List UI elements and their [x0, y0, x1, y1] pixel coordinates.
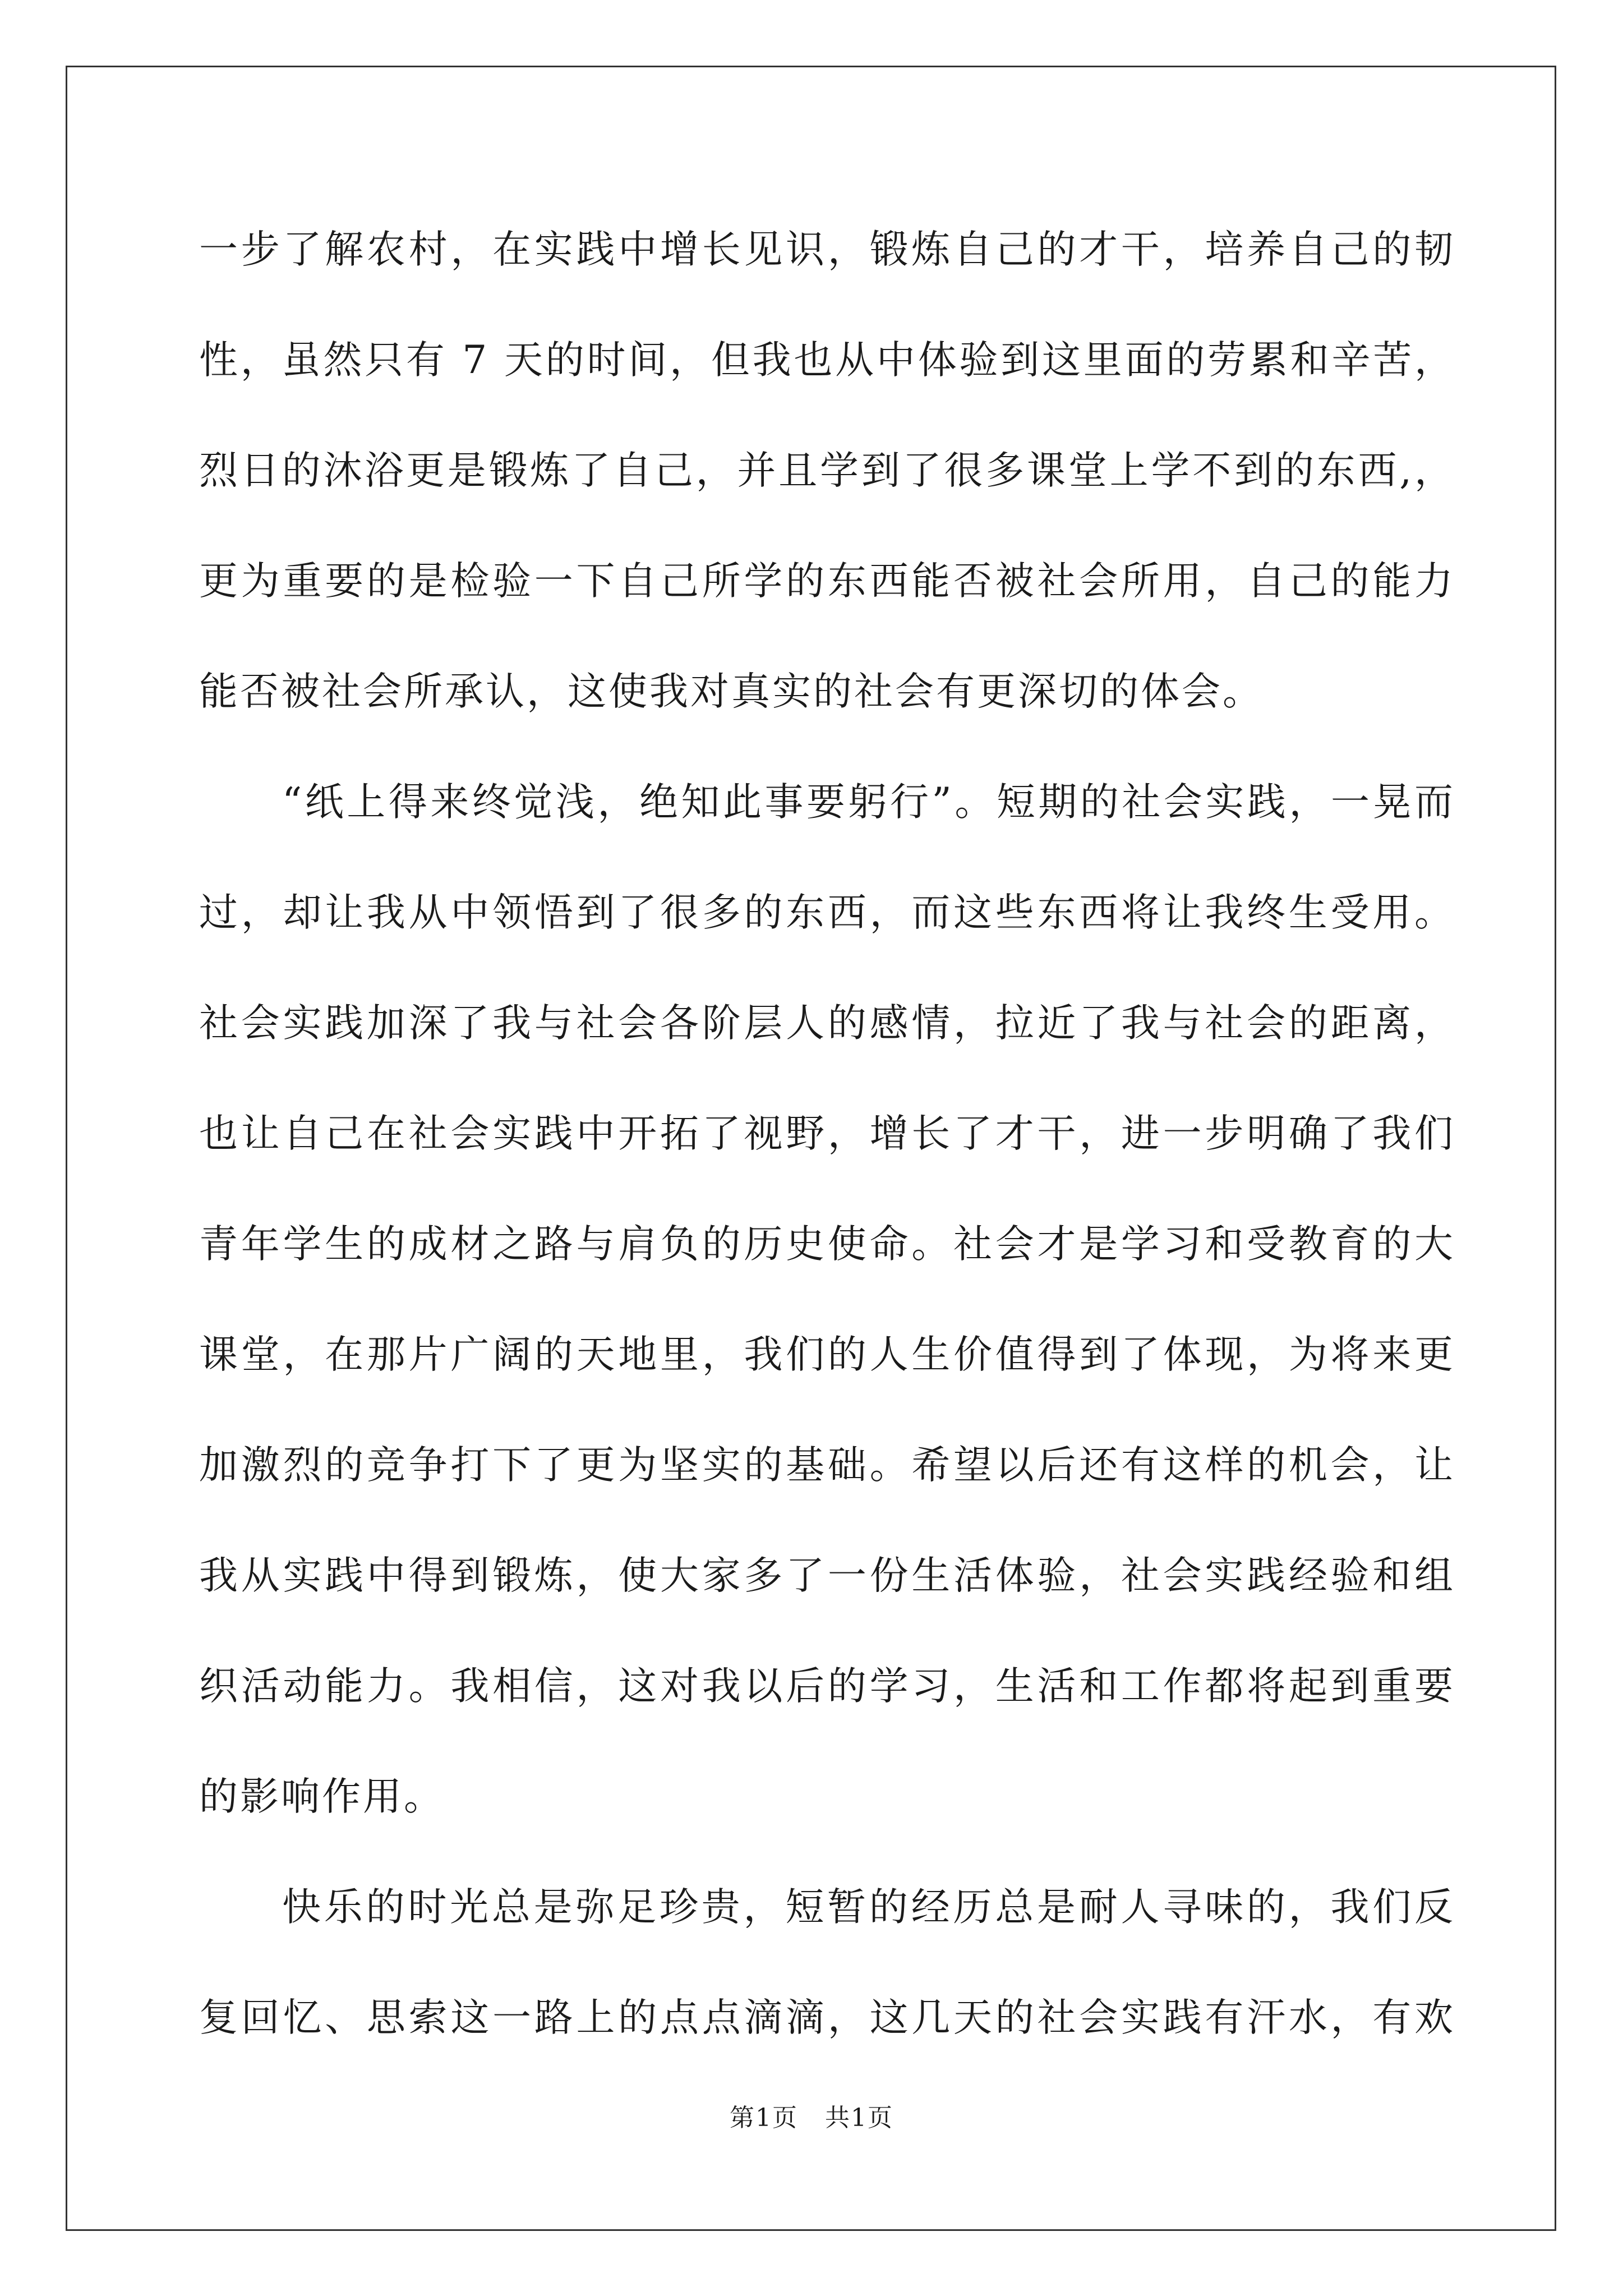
text-line: 青年学生的成材之路与肩负的历史使命。社会才是学习和受教育的大 [199, 1222, 1455, 1267]
text-line: 性，虽然只有 7 天的时间，但我也从中体验到这里面的劳累和辛苦， [199, 338, 1455, 383]
text-line: 的影响作用。 [199, 1774, 445, 1819]
text-line: 更为重要的是检验一下自己所学的东西能否被社会所用，自己的能力 [199, 559, 1455, 604]
text-line: 课堂，在那片广阔的天地里，我们的人生价值得到了体现，为将来更 [199, 1332, 1455, 1377]
page-footer: 第1页 共1页 [730, 2104, 893, 2132]
text-line: 加激烈的竞争打下了更为坚实的基础。希望以后还有这样的机会，让 [199, 1443, 1455, 1488]
document-body [199, 208, 1455, 2086]
text-line: 也让自己在社会实践中开拓了视野，增长了才干，进一步明确了我们 [199, 1111, 1455, 1156]
text-line: 烈日的沐浴更是锻炼了自己，并且学到了很多课堂上学不到的东西,， [199, 448, 1455, 493]
text-line: 一步了解农村，在实践中增长见识，锻炼自己的才干，培养自己的韧 [199, 227, 1455, 272]
text-line: 我从实践中得到锻炼，使大家多了一份生活体验，社会实践经验和组 [199, 1553, 1455, 1598]
text-line: 复回忆、思索这一路上的点点滴滴，这几天的社会实践有汗水，有欢 [199, 1995, 1455, 2040]
text-line: 织活动能力。我相信，这对我以后的学习，生活和工作都将起到重要 [199, 1664, 1455, 1709]
text-line: “纸上得来终觉浅，绝知此事要躬行”。短期的社会实践，一晃而 [282, 780, 1455, 825]
text-line: 能否被社会所承认，这使我对真实的社会有更深切的体会。 [199, 669, 1264, 714]
text-line: 社会实践加深了我与社会各阶层人的感情，拉近了我与社会的距离， [199, 1001, 1455, 1046]
text-line: 快乐的时光总是弥足珍贵，短暂的经历总是耐人寻味的，我们反 [282, 1885, 1455, 1930]
text-line: 过，却让我从中领悟到了很多的东西，而这些东西将让我终生受用。 [199, 890, 1455, 935]
